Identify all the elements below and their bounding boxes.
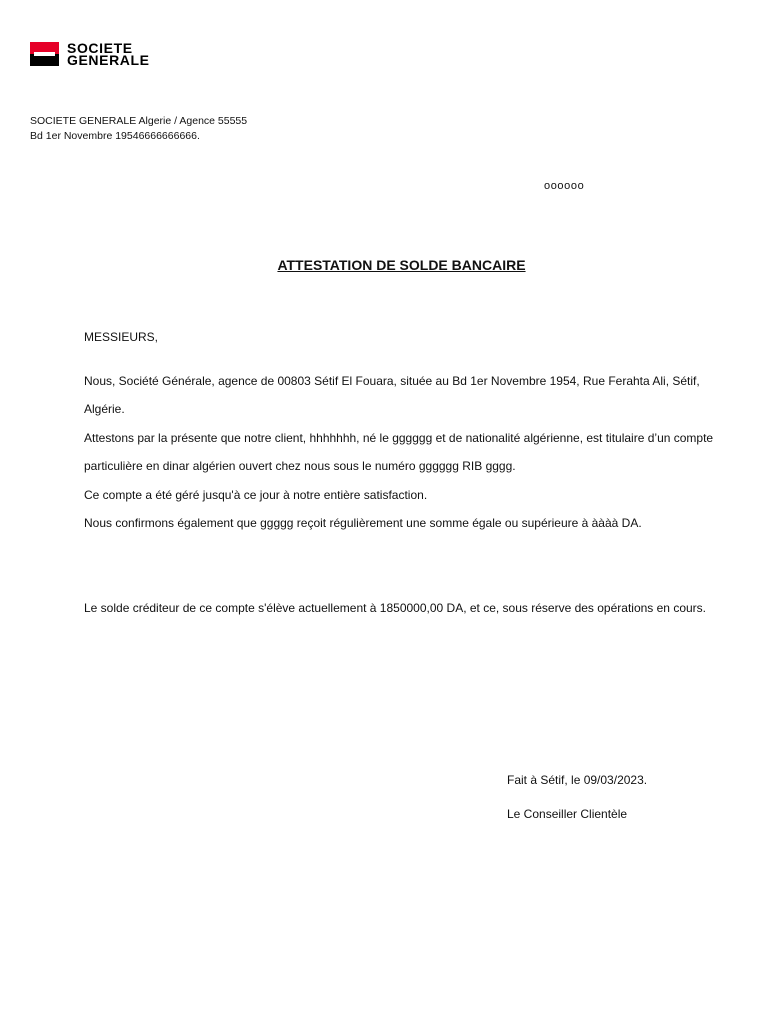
agency-street: Bd 1er Novembre 19546666666666.: [30, 130, 200, 142]
agency-name: SOCIETE GENERALE Algerie / Agence 55555: [30, 115, 248, 127]
signature-block: [507, 773, 647, 821]
salutation: MESSIEURS,: [84, 330, 159, 344]
balance-paragraph: Le solde créditeur de ce compte s'élève actuellement à 1850000,00 DA, et ce, sous réserve des opérations en cours.: [84, 601, 706, 615]
logo-wordmark: [67, 42, 150, 66]
logo-wordmark-line1: SOCIETE: [67, 40, 133, 56]
body-paragraph: Ce compte a été géré jusqu'à ce jour à notre entière satisfaction.: [84, 487, 428, 502]
logo-wordmark-line2: GENERALE: [67, 52, 150, 68]
attestation-body: [84, 367, 724, 537]
logo-mark-icon: [30, 42, 59, 66]
place-and-date: Fait à Sétif, le 09/03/2023.: [507, 773, 648, 787]
balance-statement: [84, 594, 724, 622]
signatory-role: Le Conseiller Clientèle: [507, 807, 628, 821]
document-reference: oooooo: [544, 180, 585, 192]
societe-generale-logo: [30, 42, 190, 66]
agency-address: [30, 114, 247, 144]
body-paragraph: Attestons par la présente que notre client, hhhhhhh, né le gggggg et de nationalité algérienne, est titulaire d’un compte particulière en dinar algérien ouvert chez nous sous le numéro gggggg RIB gggg.: [84, 430, 714, 474]
body-paragraph: Nous, Société Générale, agence de 00803 Sétif El Fouara, située au Bd 1er Novembre 1954, Rue Ferahta Ali, Sétif, Algérie.: [84, 374, 700, 417]
document-title: ATTESTATION DE SOLDE BANCAIRE: [277, 257, 526, 273]
body-paragraph: Nous confirmons également que ggggg reçoit régulièrement une somme égale ou supérieure à àààà DA.: [84, 516, 642, 531]
